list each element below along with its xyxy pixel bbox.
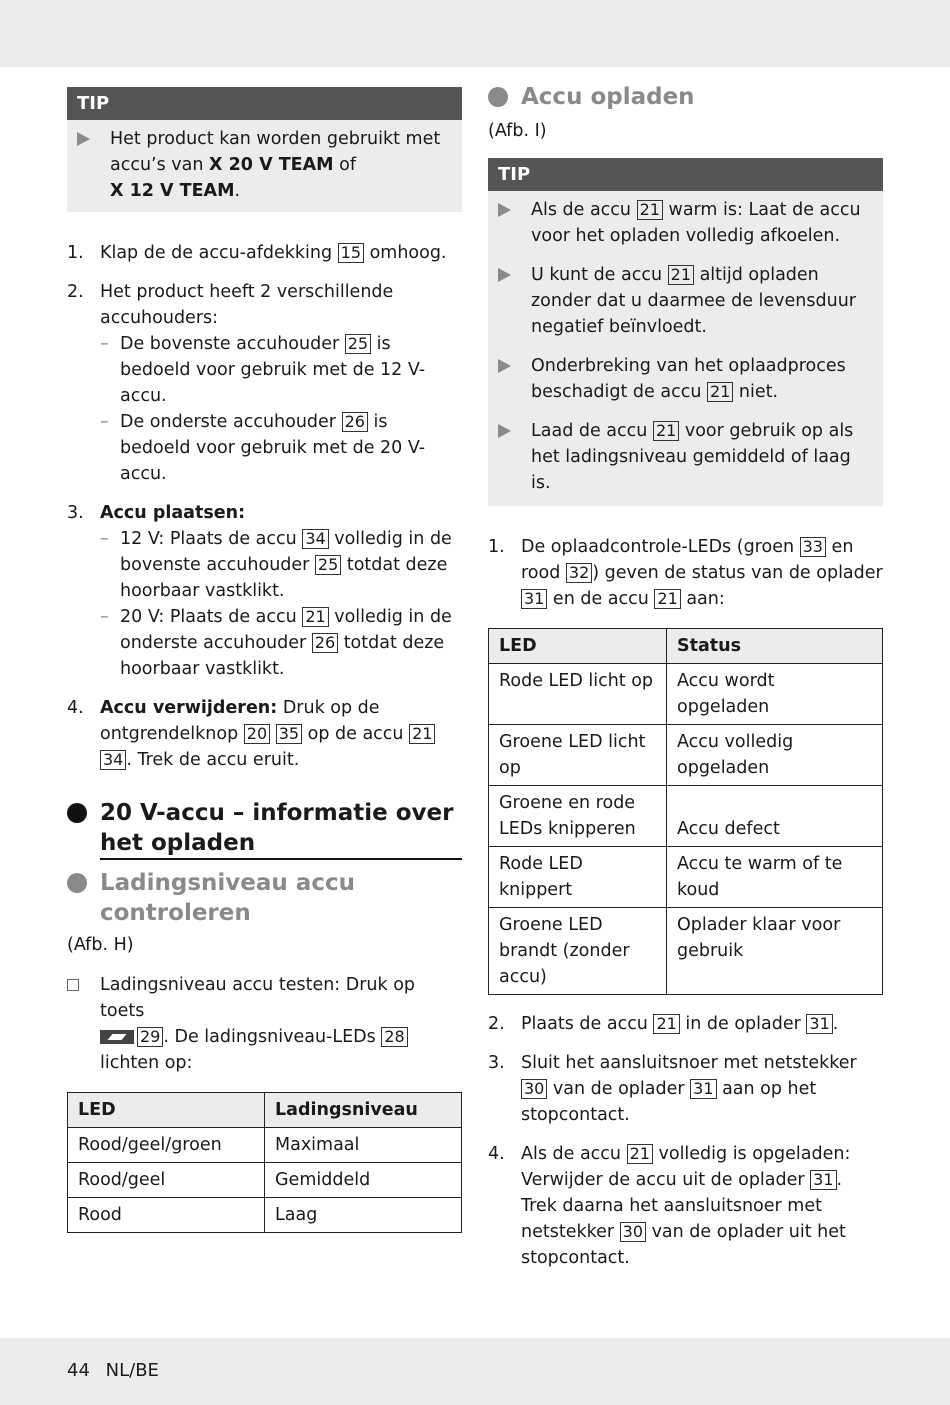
table-row <box>489 847 883 908</box>
tip-item <box>77 126 450 204</box>
step-text: Als de accu <box>521 1144 627 1164</box>
figure-ref: (Afb. H) <box>67 935 134 955</box>
table-header: LED <box>68 1093 265 1128</box>
table-header: Ladingsniveau <box>265 1093 462 1128</box>
part-ref: 34 <box>100 750 126 770</box>
part-ref: 15 <box>338 243 364 263</box>
tip-header: TIP <box>488 158 883 191</box>
step-text: Het product heeft 2 verschillende accuhouders: <box>100 282 394 328</box>
tip-text: niet. <box>733 382 779 402</box>
step-number: 3. <box>67 503 84 523</box>
heading-text: 20 V-accu – informatie over het opladen <box>100 798 462 860</box>
step-text: Sluit het aansluitsnoer met netstekker <box>521 1053 857 1073</box>
part-ref: 28 <box>381 1027 407 1047</box>
step-text: volledig is opgeladen: Verwijder de accu uit de oplader <box>521 1144 851 1190</box>
part-ref: 21 <box>668 265 694 285</box>
table-cell: Oplader klaar voor gebruik <box>667 908 883 995</box>
right-column <box>488 82 883 1284</box>
step-text: Klap de de accu-afdekking <box>100 243 338 263</box>
tip-item <box>498 353 871 405</box>
sub-text: is bedoeld voor gebruik met de 20 V-accu. <box>120 412 426 484</box>
part-ref: 26 <box>312 633 338 653</box>
part-ref: 34 <box>302 529 328 549</box>
step-text: . <box>832 1014 839 1034</box>
part-ref: 25 <box>315 555 341 575</box>
step-text: omhoog. <box>364 243 447 263</box>
tip-bold-20v: X 20 V TEAM <box>209 155 334 175</box>
table-row <box>489 908 883 995</box>
part-ref: 31 <box>690 1079 716 1099</box>
step-1 <box>67 240 462 266</box>
tip-box-product <box>67 87 462 212</box>
part-ref: 21 <box>302 607 328 627</box>
sub-item: – 12 V: Plaats de accu 34 volledig in de bovenste accuhouder 25 totdat deze hoorbaar vastklikt. <box>100 529 452 601</box>
part-ref: 21 <box>653 1014 679 1034</box>
sub-text: De bovenste accuhouder <box>120 334 345 354</box>
table-row <box>68 1163 462 1198</box>
part-ref: 21 <box>627 1144 653 1164</box>
step-text: Plaats de accu <box>521 1014 654 1034</box>
tip-item <box>498 262 871 340</box>
tip-text: Laad de accu <box>531 421 653 441</box>
tip-text: . <box>234 181 241 201</box>
step-text: en rood <box>521 537 854 583</box>
part-ref: 31 <box>806 1014 832 1034</box>
step-number: 1. <box>488 537 505 557</box>
page-number: 44 <box>67 1360 90 1381</box>
tip-text: of <box>333 155 357 175</box>
triangle-bullet-icon <box>77 132 90 146</box>
page-footer <box>67 1358 169 1384</box>
tip-text: voor gebruik op als het ladingsniveau gemiddeld of laag is. <box>531 421 854 493</box>
table-row <box>489 664 883 725</box>
triangle-bullet-icon <box>498 424 511 438</box>
step-number: 2. <box>67 282 84 302</box>
part-ref: 32 <box>566 563 592 583</box>
step-4 <box>67 695 462 773</box>
part-ref: 30 <box>521 1079 547 1099</box>
step-text: op de accu <box>302 724 410 744</box>
part-ref: 29 <box>137 1027 163 1047</box>
step-number: 2. <box>488 1014 505 1034</box>
step-title: Accu plaatsen: <box>100 503 246 523</box>
table-row <box>489 725 883 786</box>
tip-item <box>498 418 871 496</box>
table-cell: Accu volledig opgeladen <box>667 725 883 786</box>
part-ref: 35 <box>276 724 302 744</box>
sub-text: 20 V: Plaats de accu <box>120 607 303 627</box>
check-text: lichten op: <box>100 1053 193 1073</box>
sub-text: 12 V: Plaats de accu <box>120 529 303 549</box>
part-ref: 31 <box>521 589 547 609</box>
part-ref: 21 <box>653 421 679 441</box>
sub-text: De onderste accuhouder <box>120 412 342 432</box>
check-item <box>67 972 462 1076</box>
triangle-bullet-icon <box>498 203 511 217</box>
step-text: . Trek de accu eruit. <box>126 750 300 770</box>
bullet-dot-icon <box>67 873 87 893</box>
checkbox-icon <box>67 979 79 991</box>
tip-text: Het product kan worden gebruikt met accu’s van <box>110 129 441 175</box>
step-3 <box>67 500 462 682</box>
section-heading-ladingsniveau <box>67 868 462 928</box>
battery-test-button-icon <box>100 1030 134 1044</box>
led-status-table <box>488 628 883 995</box>
sub-text: is bedoeld voor gebruik met de 12 V-accu. <box>120 334 426 406</box>
triangle-bullet-icon <box>498 268 511 282</box>
table-cell: Groene LED licht op <box>489 725 667 786</box>
table-cell: Rode LED knippert <box>489 847 667 908</box>
section-heading-20v <box>67 798 462 860</box>
step-text: aan: <box>680 589 725 609</box>
heading-text: Ladingsniveau accu controleren <box>100 870 355 926</box>
table-header: LED <box>489 629 667 664</box>
part-ref: 20 <box>244 724 270 744</box>
language-code: NL/BE <box>105 1360 159 1381</box>
part-ref: 25 <box>345 334 371 354</box>
sub-text: volledig in de bovenste accuhouder <box>120 529 452 575</box>
tip-bold-12v: X 12 V TEAM <box>110 181 235 201</box>
table-row <box>68 1198 462 1233</box>
sub-item: – 20 V: Plaats de accu 21 volledig in de onderste accuhouder 26 totdat deze hoorbaar vastklikt. <box>100 607 452 679</box>
step-number: 4. <box>488 1144 505 1164</box>
part-ref: 26 <box>342 412 368 432</box>
part-ref: 21 <box>654 589 680 609</box>
table-header: Status <box>667 629 883 664</box>
step-2 <box>67 279 462 487</box>
part-ref: 21 <box>409 724 435 744</box>
step-number: 1. <box>67 243 84 263</box>
sub-item: – De onderste accuhouder 26 is bedoeld voor gebruik met de 20 V-accu. <box>100 412 426 484</box>
step-text: van de oplader uit het stopcontact. <box>521 1222 846 1268</box>
step-text: aan op het stopcontact. <box>521 1079 817 1125</box>
charge-step-4 <box>488 1141 883 1271</box>
tip-text: Onderbreking van het oplaadproces beschadigt de accu <box>531 356 846 402</box>
part-ref: 33 <box>800 537 826 557</box>
sub-item: – De bovenste accuhouder 25 is bedoeld voor gebruik met de 12 V-accu. <box>100 334 426 406</box>
table-cell: Groene LED brandt (zonder accu) <box>489 908 667 995</box>
sub-text: totdat deze hoorbaar vastklikt. <box>120 633 445 679</box>
table-cell: Rood/geel/groen <box>68 1128 265 1163</box>
left-column <box>67 87 462 1233</box>
step-text: van de oplader <box>547 1079 691 1099</box>
charge-step-1 <box>488 534 883 612</box>
step-title: Accu verwijderen: <box>100 698 278 718</box>
table-row <box>68 1128 462 1163</box>
check-text: . De ladingsniveau-LEDs <box>163 1027 382 1047</box>
heading-text: Accu opladen <box>521 84 695 110</box>
part-ref: 21 <box>707 382 733 402</box>
tip-text: U kunt de accu <box>531 265 668 285</box>
step-text: in de oplader <box>679 1014 807 1034</box>
table-cell: Groene en rode LEDs knipperen <box>489 786 667 847</box>
tip-box-charging <box>488 158 883 506</box>
charge-step-2 <box>488 1011 883 1037</box>
triangle-bullet-icon <box>498 359 511 373</box>
charge-level-table <box>67 1092 462 1233</box>
part-ref: 31 <box>810 1170 836 1190</box>
table-cell: Accu te warm of te koud <box>667 847 883 908</box>
step-text: en de accu <box>547 589 655 609</box>
bullet-dot-icon <box>67 803 87 823</box>
page-top-band <box>0 0 950 67</box>
tip-header: TIP <box>67 87 462 120</box>
table-cell: Rood <box>68 1198 265 1233</box>
step-text: De oplaadcontrole-LEDs (groen <box>521 537 800 557</box>
tip-text: altijd opladen zonder dat u daarmee de levensduur negatief beïnvloedt. <box>531 265 856 337</box>
tip-text: Als de accu <box>531 200 637 220</box>
step-text: Druk op de ontgrendelknop <box>100 698 380 744</box>
sub-text: volledig in de onderste accuhouder <box>120 607 452 653</box>
table-cell: Maximaal <box>265 1128 462 1163</box>
table-cell: Gemiddeld <box>265 1163 462 1198</box>
tip-text: warm is: Laat de accu voor het opladen volledig afkoelen. <box>531 200 861 246</box>
step-text: ) geven de status van de oplader <box>592 563 883 583</box>
part-ref: 30 <box>620 1222 646 1242</box>
table-cell: Laag <box>265 1198 462 1233</box>
figure-ref: (Afb. I) <box>488 121 547 141</box>
sub-text: totdat deze hoorbaar vastklikt. <box>120 555 448 601</box>
bullet-dot-icon <box>488 87 508 107</box>
step-text: . Trek daarna het aansluitsnoer met netstekker <box>521 1170 843 1242</box>
charge-step-3 <box>488 1050 883 1128</box>
table-cell: Accu defect <box>667 786 883 847</box>
table-cell: Rode LED licht op <box>489 664 667 725</box>
table-row <box>489 786 883 847</box>
check-text: Ladingsniveau accu testen: Druk op toets <box>100 975 416 1021</box>
part-ref: 21 <box>637 200 663 220</box>
step-number: 4. <box>67 698 84 718</box>
table-cell: Rood/geel <box>68 1163 265 1198</box>
tip-item <box>498 197 871 249</box>
table-cell: Accu wordt opgeladen <box>667 664 883 725</box>
step-number: 3. <box>488 1053 505 1073</box>
section-heading-accu-opladen <box>488 82 883 112</box>
